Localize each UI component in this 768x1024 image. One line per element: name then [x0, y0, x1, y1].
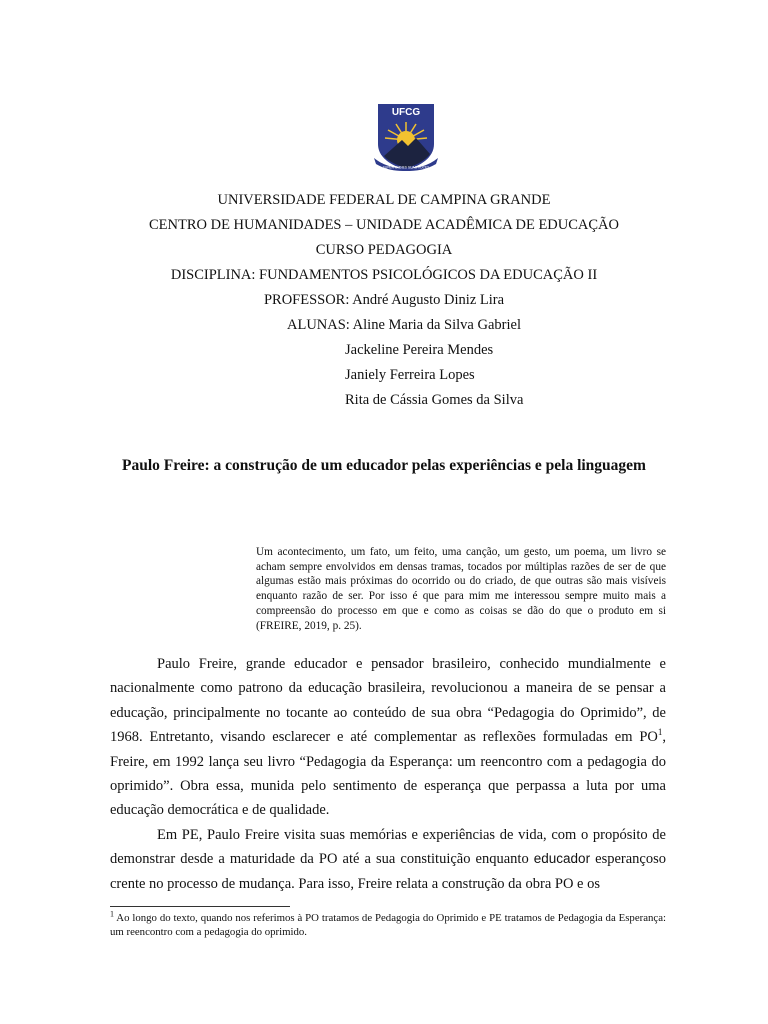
paragraph-text: Paulo Freire, grande educador e pensador brasileiro, conhecido mundialmente e nacionalmente como patrono da educação brasileira, revolucionou a maneira de se pensar a educação, principalmente no tocante ao conteúdo de sua obra “Pedagogia do Oprimido”, de 1968. Entretanto, visando esclarecer e até complementar as reflexões formuladas em PO [110, 656, 666, 746]
paragraph-text: Em PE, Paulo Freire visita suas memórias e experiências de vida, com o propósito de demonstrar desde a maturidade da PO até a sua constituição enquanto [110, 826, 666, 868]
logo-text: UFCG [391, 107, 421, 118]
epigraph-quote: Um acontecimento, um fato, um feito, uma canção, um gesto, um poema, um livro se acham sempre envolvidos em densas tramas, tocados por múltiplas razões de ser de que algumas estão mais próximas do ocorrido ou do criado, de que outras são mais visíveis enquanto razão de ser. Por isso é que para mim me interessou sempre muito mais a compreensão do processo em que e como as coisas se dão do que o produto em si (FREIRE, 2019, p. 25). [256, 546, 666, 632]
discipline-name: DISCIPLINA: FUNDAMENTOS PSICOLÓGICOS DA EDUCAÇÃO II [170, 267, 598, 283]
university-name: UNIVERSIDADE FEDERAL DE CAMPINA GRANDE [217, 192, 551, 208]
footnote [110, 911, 666, 939]
paragraph-text: esperançoso crente no processo de mudança. Para isso, Freire relata a construção da obra PO e os [110, 851, 666, 892]
logo-motto: SUPER OMNES SUAS VOCES [382, 165, 430, 170]
paragraph-text: , Freire, em 1992 lança seu livro “Pedagogia da Esperança: um reencontro com a pedagogia do oprimido”. Obra essa, munida pelo sentimento de esperança que perpassa a luta por uma educação democrática e de qualidade. [110, 729, 666, 819]
professor-name: PROFESSOR: André Augusto Diniz Lira [263, 292, 505, 308]
document-title: Paulo Freire: a construção de um educador pelas experiências e pela linguagem [122, 457, 646, 474]
students-label-line: ALUNAS: Aline Maria da Silva Gabriel [287, 317, 521, 333]
ufcg-shield-icon [372, 100, 440, 172]
body-text [110, 652, 666, 896]
student-name: Jackeline Pereira Mendes [345, 342, 494, 358]
student-name: Janiely Ferreira Lopes [345, 367, 475, 383]
center-name: CENTRO DE HUMANIDADES – UNIDADE ACADÊMICA DE EDUCAÇÃO [148, 217, 620, 233]
footnote-reference[interactable]: 1 [657, 727, 663, 738]
paragraph [110, 823, 666, 896]
footnote-text: Ao longo do texto, quando nos referimos à PO tratamos de Pedagogia do Oprimido e PE tratamos de Pedagogia da Esperança: um reencontro com a pedagogia do oprimido. [110, 912, 666, 938]
paragraph-text: educador [533, 851, 591, 867]
paragraph [110, 652, 666, 823]
student-name: Rita de Cássia Gomes da Silva [345, 392, 524, 408]
ufcg-logo [372, 100, 440, 172]
footnote-marker: 1 [110, 909, 114, 919]
footnote-divider [110, 906, 290, 907]
course-name: CURSO PEDAGOGIA [315, 242, 453, 258]
